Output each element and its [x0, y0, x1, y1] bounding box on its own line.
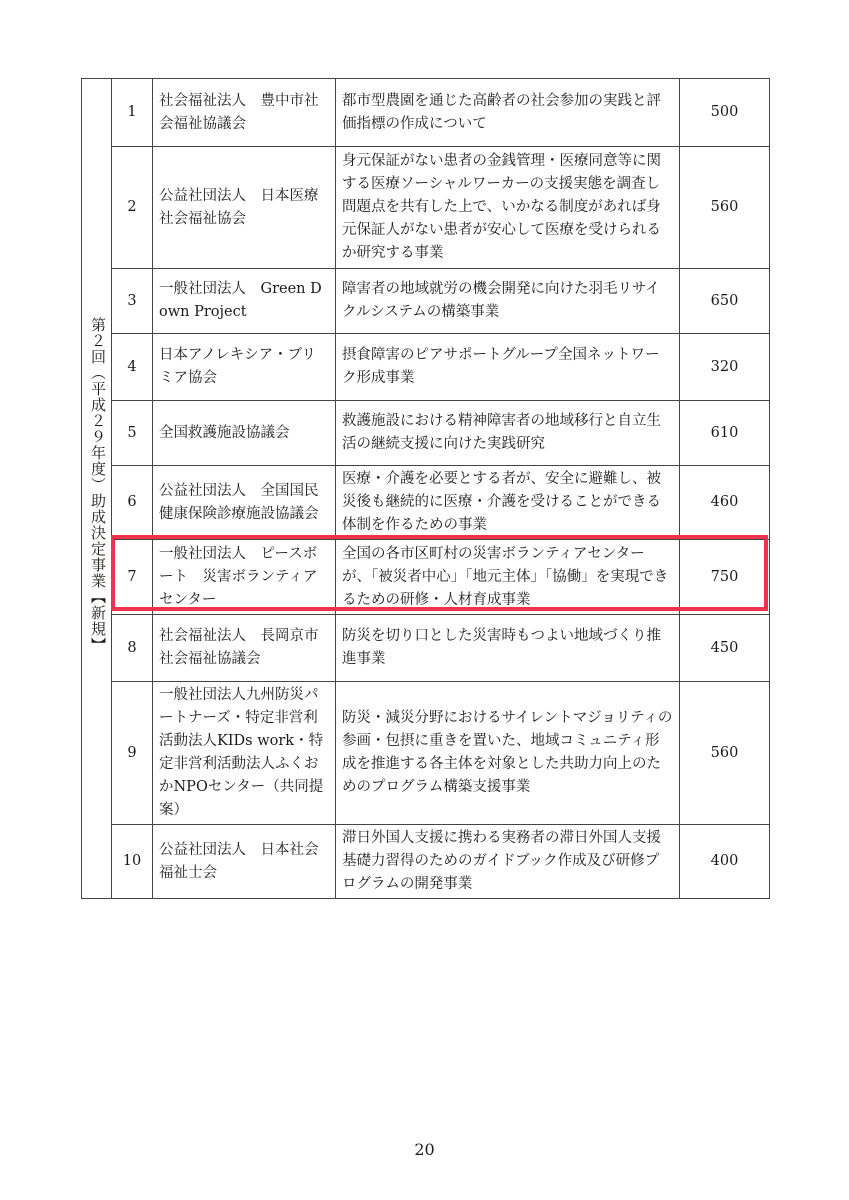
section-label: 第２回（平成２９年度）助成決定事業【新規】	[89, 316, 107, 653]
organization-name: 日本アノレキシア・ブリミア協会	[153, 334, 336, 401]
grant-amount: 650	[680, 269, 770, 334]
organization-name: 一般社団法人 ピースボート 災害ボランティアセンター	[153, 540, 336, 615]
project-title: 障害者の地域就労の機会開発に向けた羽毛リサイクルシステムの構築事業	[336, 269, 680, 334]
section-label-cell	[82, 79, 112, 899]
row-number: 2	[112, 147, 153, 269]
row-number: 7	[112, 540, 153, 615]
table-row	[82, 682, 770, 825]
organization-name: 一般社団法人 Green Down Project	[153, 269, 336, 334]
grant-amount: 400	[680, 825, 770, 899]
project-title: 全国の各市区町村の災害ボランティアセンターが、「被災者中心」「地元主体」「協働」を実現できるための研修・人材育成事業	[336, 540, 680, 615]
project-title: 摂食障害のピアサポートグループ全国ネットワーク形成事業	[336, 334, 680, 401]
project-title: 防災を切り口とした災害時もつよい地域づくり推進事業	[336, 615, 680, 682]
table-row	[82, 466, 770, 540]
project-title: 防災・減災分野におけるサイレントマジョリティの参画・包摂に重きを置いた、地域コミュニティ形成を推進する各主体を対象とした共助力向上のためのプログラム構築支援事業	[336, 682, 680, 825]
project-title: 都市型農園を通じた高齢者の社会参加の実践と評価指標の作成について	[336, 79, 680, 147]
organization-name: 社会福祉法人 長岡京市社会福祉協議会	[153, 615, 336, 682]
table-row	[82, 825, 770, 899]
row-number: 10	[112, 825, 153, 899]
row-number: 9	[112, 682, 153, 825]
row-number: 1	[112, 79, 153, 147]
row-number: 6	[112, 466, 153, 540]
organization-name: 公益社団法人 全国国民健康保険診療施設協議会	[153, 466, 336, 540]
row-number: 5	[112, 401, 153, 466]
row-number: 3	[112, 269, 153, 334]
grants-table	[81, 78, 770, 899]
grant-amount: 450	[680, 615, 770, 682]
grant-amount: 500	[680, 79, 770, 147]
organization-name: 社会福祉法人 豊中市社会福祉協議会	[153, 79, 336, 147]
page-number: 20	[414, 1140, 435, 1159]
project-title: 医療・介護を必要とする者が、安全に避難し、被災後も継続的に医療・介護を受けることができる体制を作るための事業	[336, 466, 680, 540]
table-row	[82, 401, 770, 466]
table-row	[82, 615, 770, 682]
table-row	[82, 334, 770, 401]
project-title: 滞日外国人支援に携わる実務者の滞日外国人支援基礎力習得のためのガイドブック作成及び研修プログラムの開発事業	[336, 825, 680, 899]
grant-amount: 320	[680, 334, 770, 401]
grant-amount: 460	[680, 466, 770, 540]
grant-amount: 610	[680, 401, 770, 466]
organization-name: 公益社団法人 日本医療社会福祉協会	[153, 147, 336, 269]
organization-name: 全国救護施設協議会	[153, 401, 336, 466]
project-title: 救護施設における精神障害者の地域移行と自立生活の継続支援に向けた実践研究	[336, 401, 680, 466]
organization-name: 一般社団法人九州防災パートナーズ・特定非営利活動法人KIDs work・特定非営利活動法人ふくおかNPOセンター（共同提案）	[153, 682, 336, 825]
grant-amount: 750	[680, 540, 770, 615]
grant-amount: 560	[680, 682, 770, 825]
table-row	[82, 147, 770, 269]
row-number: 4	[112, 334, 153, 401]
row-number: 8	[112, 615, 153, 682]
project-title: 身元保証がない患者の金銭管理・医療同意等に関する医療ソーシャルワーカーの支援実態を調査し問題点を共有した上で、いかなる制度があれば身元保証人がない患者が安心して医療を受けられるか研究する事業	[336, 147, 680, 269]
organization-name: 公益社団法人 日本社会福祉士会	[153, 825, 336, 899]
grant-amount: 560	[680, 147, 770, 269]
table-row-highlighted	[82, 540, 770, 615]
table-row	[82, 79, 770, 147]
table-row	[82, 269, 770, 334]
